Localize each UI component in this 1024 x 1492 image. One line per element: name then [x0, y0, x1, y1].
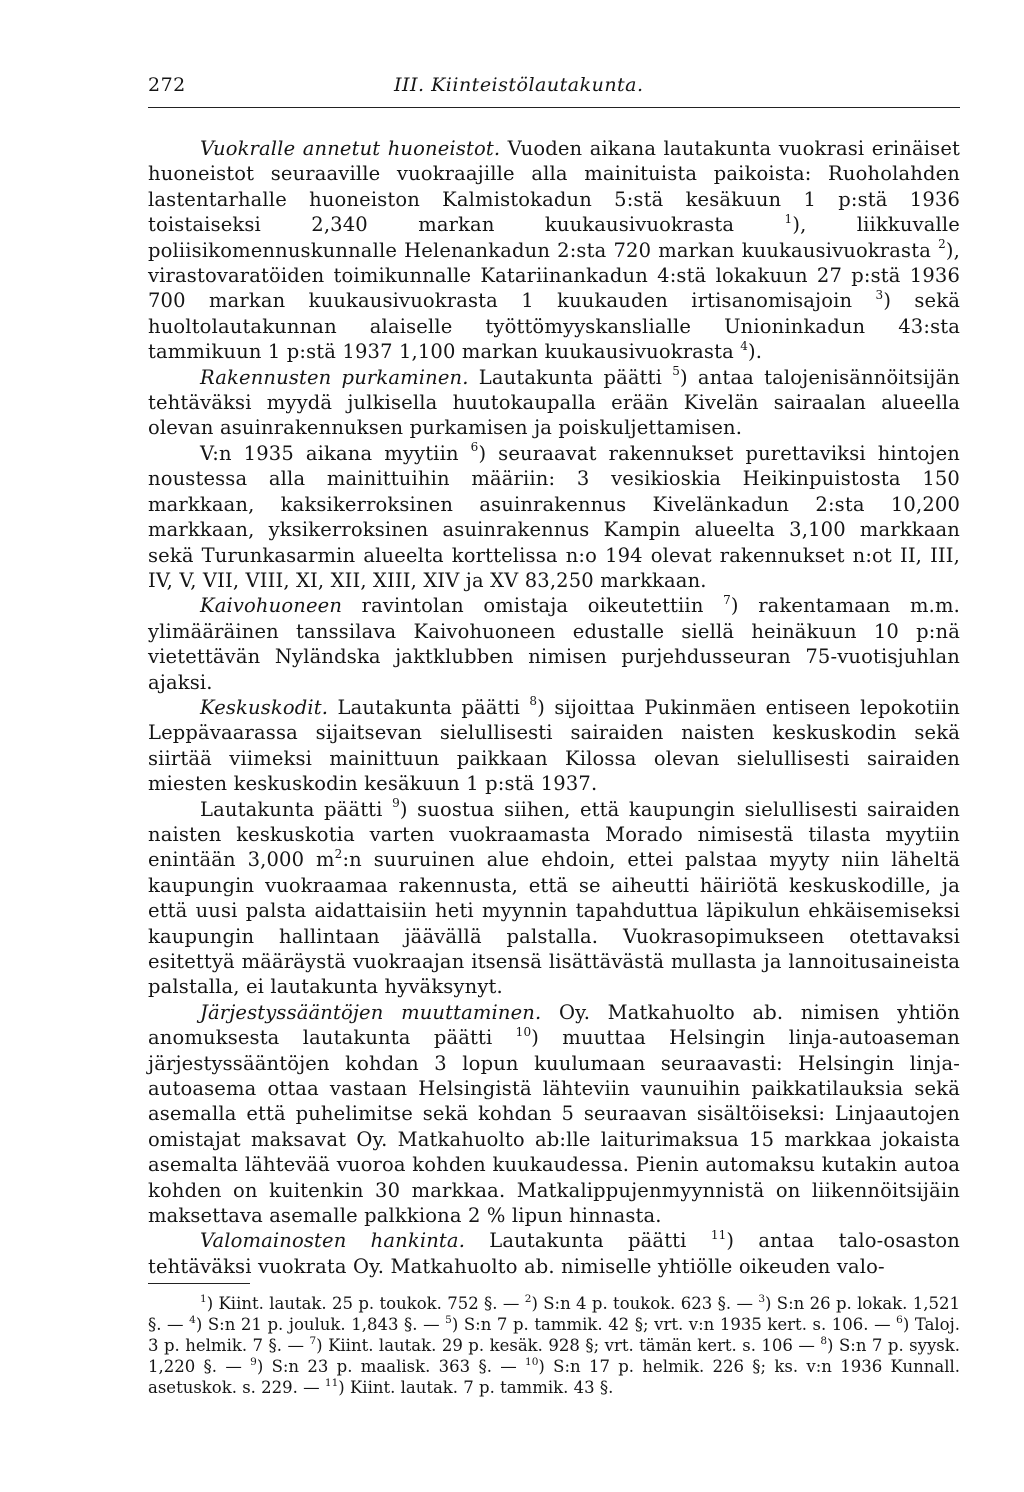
- paragraph: [148, 593, 960, 695]
- header-rule: [148, 107, 960, 108]
- superscript-mark: 10: [525, 1355, 539, 1368]
- superscript-mark: 1: [200, 1292, 207, 1305]
- text-run: ) suostua siihen, että kaupungin sielullisesti sairaiden naisten keskuskotia varten vuokraamasta Morado nimisestä tilasta myytiin enintään 3,000 m: [148, 797, 961, 872]
- superscript-mark: 1: [784, 211, 793, 226]
- text-run: ) S:n 4 p. toukok. 623 §. —: [531, 1294, 759, 1313]
- text-run: ) Kiint. lautak. 29 p. kesäk. 928 §; vrt. tämän kert. s. 106 —: [316, 1336, 821, 1355]
- superscript-mark: 5: [445, 1313, 452, 1326]
- superscript-mark: 4: [740, 338, 749, 353]
- text-run: ) S:n 7 p. syysk. 1,220 §. —: [148, 1336, 960, 1376]
- footnotes: [148, 1293, 960, 1398]
- superscript-mark: 4: [189, 1313, 196, 1326]
- text-run: :n suuruinen alue ehdoin, ettei palstaa myyty niin läheltä kaupungin vuokraamaa rakennusta, että se aiheutti häiriötä keskuskodille, ja että uusi palsta aidattaisiin heti myynnin tapahduttua läpikulun ehkäisemiseksi kaupungin hallintaan jäävällä palstalla. Vuokrasopimukseen otettavaksi esitettyä määräystä vuokraajan itsensä lisättävästä mullasta ja lannoitusaineista palstalla, ei lautakunta hyväksynyt.: [148, 848, 960, 999]
- text-run: ) S:n 21 p. jouluk. 1,843 §. —: [195, 1315, 446, 1334]
- superscript-mark: 3: [875, 287, 884, 302]
- paragraph-title: Keskuskodit.: [200, 695, 329, 719]
- paragraph-title: Järjestyssääntöjen muuttaminen.: [200, 1000, 542, 1024]
- page-number: 272: [148, 74, 186, 96]
- superscript-mark: 11: [710, 1227, 727, 1242]
- paragraph: [148, 441, 960, 593]
- superscript-mark: 8: [529, 694, 538, 709]
- running-title: III. Kiinteistölautakunta.: [394, 74, 644, 96]
- text-run: ) sijoittaa Pukinmäen entiseen lepokotiin Leppävaarassa sijaitsevan sielullisesti sairaiden naisten keskuskodin sekä siirtää viimeksi mainittuun paikkaan Kilossa olevan sielullisesti sairaiden miesten keskuskodin kesäkuun 1 p:stä 1937.: [148, 695, 960, 796]
- text-run: ).: [748, 340, 763, 364]
- superscript-mark: 3: [758, 1292, 765, 1305]
- superscript-mark: 11: [324, 1376, 339, 1389]
- text-run: ), liikkuvalle poliisikomennuskunnalle Helenankadun 2:sta 720 markan kuukausivuokrasta: [148, 213, 960, 262]
- text-run: Lautakunta päätti: [200, 797, 393, 821]
- text-run: ) S:n 26 p. lokak. 1,521 §. —: [148, 1294, 960, 1334]
- text-run: V:n 1935 aikana myytiin: [200, 441, 471, 465]
- superscript-mark: 6: [470, 440, 479, 455]
- paragraph: [148, 136, 960, 365]
- paragraph-title: Vuokralle annetut huoneistot.: [200, 137, 501, 160]
- paragraph-title: Valomainosten hankinta.: [200, 1229, 466, 1253]
- superscript-mark: 2: [524, 1292, 532, 1305]
- superscript-mark: 5: [672, 364, 680, 379]
- text-run: ) antaa talojenisännöitsijän tehtäväksi myydä julkisella huutokaupalla erään Kivelän sairaalan alueella olevan asuinrakennuksen purkamisen ja poiskuljettamisen.: [148, 365, 960, 440]
- superscript-mark: 6: [896, 1313, 903, 1326]
- paragraph: [148, 1228, 960, 1279]
- text-run: Lautakunta päätti: [328, 695, 530, 719]
- superscript-mark: 10: [515, 1024, 532, 1039]
- text-run: Lautakunta päätti: [468, 365, 673, 389]
- text-run: ravintolan omistaja oikeutettiin: [342, 594, 724, 618]
- text-run: ) Kiint. lautak. 7 p. tammik. 43 §.: [338, 1378, 614, 1397]
- text-run: ) S:n 23 p. maalisk. 363 §. —: [256, 1357, 526, 1376]
- text-run: ) sekä huoltolautakunnan alaiselle työttömyyskanslialle Unioninkadun 43:sta tammikuun 1 p:stä 1937 1,100 markan kuukausivuokrasta: [148, 289, 960, 364]
- paragraph: [148, 365, 960, 441]
- paragraph: [148, 1000, 960, 1229]
- text-run: ) Kiint. lautak. 25 p. toukok. 752 §. —: [206, 1294, 525, 1313]
- paragraph: [148, 695, 960, 797]
- superscript-mark: 9: [392, 796, 400, 811]
- text-run: Vuoden aikana lautakunta vuokrasi erinäiset huoneistot seuraaville vuokraajille alla mainituista paikoista: Ruoholahden lastentarhalle huoneiston Kalmistokadun 5:stä kesäkuun 1 p:stä 1936 toistaiseksi 2,340 markan kuukausivuokrasta: [148, 137, 960, 237]
- superscript-mark: 7: [309, 1334, 317, 1347]
- footnote-rule: [148, 1283, 250, 1284]
- body-text: [148, 136, 960, 1279]
- text-run: ) S:n 7 p. tammik. 42 §; vrt. v:n 1935 kert. s. 106. —: [451, 1315, 897, 1334]
- superscript-mark: 2: [334, 846, 343, 861]
- text-run: ) Taloj. 3 p. helmik. 7 §. —: [148, 1315, 960, 1355]
- text-run: ) seuraavat rakennukset purettaviksi hintojen noustessa alla mainittuihin määriin: 3 vesikioskia Heikinpuistosta 150 markkaan, kaksikerroksinen asuinrakennus Kivelänkadun 2:sta 10,200 markkaan, yksikerroksinen asuinrakennus Kampin alueelta 3,100 markkaan sekä Turunkasarmin alueelta korttelissa n:o 194 olevat rakennukset n:ot II, III, IV, V, VII, VIII, XI, XII, XIII, XIV ja XV 83,250 markkaan.: [148, 441, 960, 592]
- superscript-mark: 2: [938, 237, 946, 252]
- paragraph-title: Rakennusten purkaminen.: [200, 365, 469, 389]
- text-run: ), virastovaratöiden toimikunnalle Katariinankadun 4:stä lokakuun 27 p:stä 1936 700 markan kuukausivuokrasta 1 kuukauden irtisanomisajoin: [148, 238, 960, 313]
- text-run: ) S:n 17 p. helmik. 226 §; ks. v:n 1936 Kunnall. asetuskok. s. 229. —: [148, 1357, 960, 1397]
- text-run: ) antaa talo-osaston tehtäväksi vuokrata Oy. Matkahuolto ab. nimiselle yhtiölle oikeuden valo-: [148, 1229, 960, 1278]
- superscript-mark: 7: [723, 592, 731, 607]
- superscript-mark: 9: [250, 1355, 257, 1368]
- text-run: Oy. Matkahuolto ab. nimisen yhtiön anomuksesta lautakunta päätti: [148, 1000, 960, 1050]
- page-header: [148, 74, 960, 102]
- text-run: Lautakunta päätti: [465, 1229, 711, 1253]
- superscript-mark: 8: [820, 1334, 828, 1347]
- text-run: ) rakentamaan m.m. ylimääräinen tanssilava Kaivohuoneen edustalle siellä heinäkuun 10 p:nä vietettävän Nyländska jaktklubben nimisen purjehdusseuran 75-vuotisjuhlan ajaksi.: [148, 594, 960, 694]
- paragraph-title: Kaivohuoneen: [200, 594, 343, 618]
- paragraph: [148, 797, 960, 1000]
- text-run: ) muuttaa Helsingin linja-autoaseman järjestyssääntöjen kohdan 3 lopun kuulumaan seuraavasti: Helsingin linja-autoasema ottaa vastaan Helsingistä lähteviin vaunuihin paikkatilauksia sekä asemalla että puhelimitse sekä kohdan 5 seuraavan sisältöiseksi: Linjaautojen omistajat maksavat Oy. Matkahuolto ab:lle laiturimaksua 15 markkaa jokaista asemalta lähtevää vuoroa kohden kuukaudessa. Pienin automaksu kutakin autoa kohden on kuitenkin 30 markkaa. Matkalippujenmyynnistä on liikennöitsijäin maksettava asemalle palkkiona 2 % lipun hinnasta.: [148, 1026, 960, 1228]
